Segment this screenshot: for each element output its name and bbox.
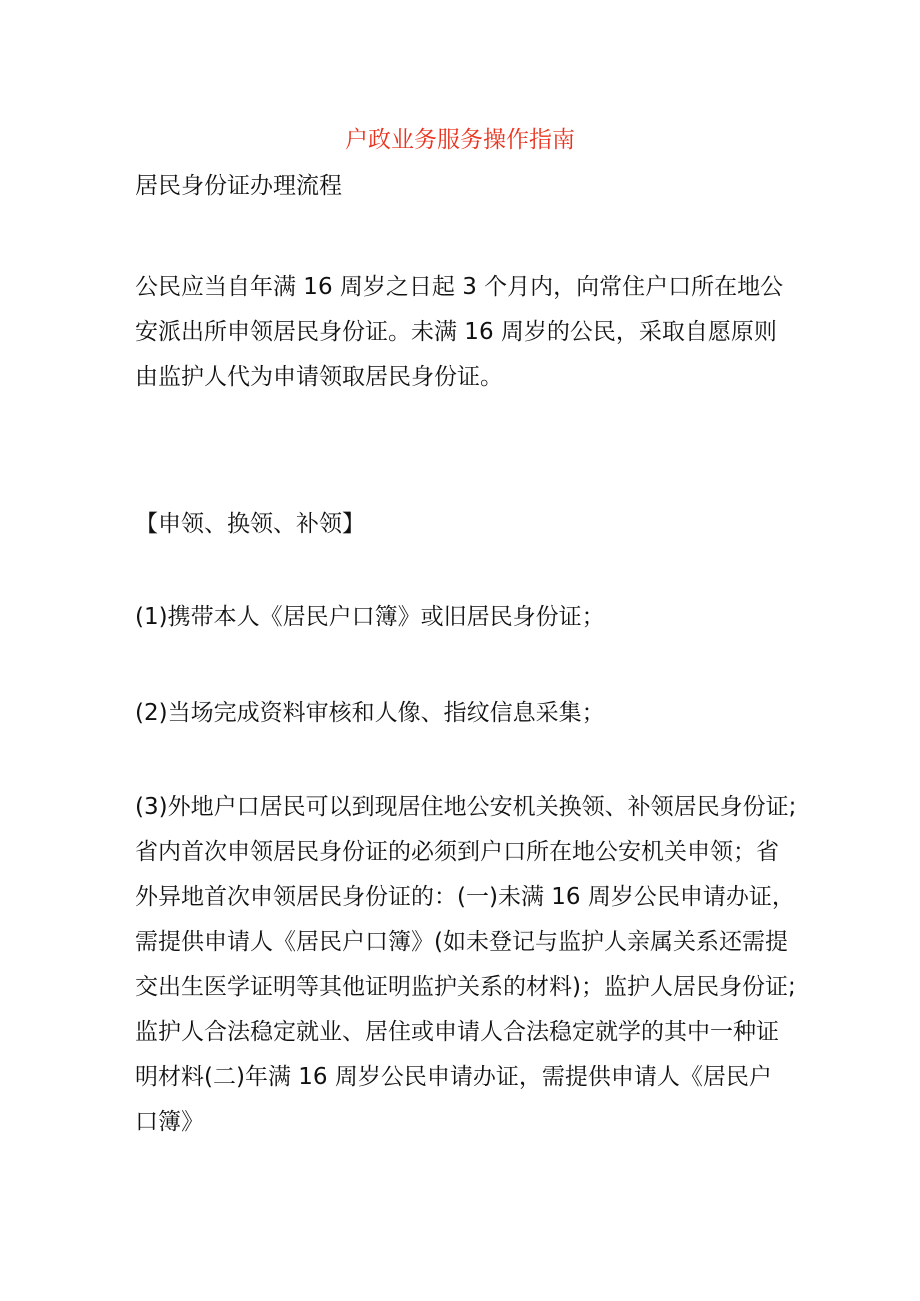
document-title: 户政业务服务操作指南 (345, 127, 575, 153)
step-1: (1)携带本人《居民户口簿》或旧居民身份证； (135, 604, 605, 630)
step-3-line: 省内首次申领居民身份证的必须到户口所在地公安机关申领；省 (135, 839, 779, 865)
section-heading: 【申领、换领、补领】 (135, 511, 365, 537)
step-2: (2)当场完成资料审核和人像、指纹信息采集； (135, 700, 605, 726)
step-3-line: 外异地首次申领居民身份证的：(一)未满 16 周岁公民申请办证， (135, 884, 795, 910)
step-3-line: 监护人合法稳定就业、居住或申请人合法稳定就学的其中一种证 (135, 1019, 779, 1045)
step-3-line: (3)外地户口居民可以到现居住地公安机关换领、补领居民身份证; (135, 794, 797, 820)
step-3-line: 交出生医学证明等其他证明监护关系的材料)；监护人居民身份证; (135, 974, 796, 1000)
step-3-line: 明材料(二)年满 16 周岁公民申请办证，需提供申请人《居民户 (135, 1064, 772, 1090)
intro-line: 安派出所申领居民身份证。未满 16 周岁的公民，采取自愿原则 (135, 319, 777, 345)
step-3-paragraph (135, 785, 795, 1145)
step-3-line: 口簿》 (135, 1109, 204, 1135)
intro-line: 由监护人代为申请领取居民身份证。 (135, 364, 503, 390)
step-3-line: 需提供申请人《居民户口簿》(如未登记与监护人亲属关系还需提 (135, 929, 788, 955)
document-subtitle: 居民身份证办理流程 (135, 173, 342, 199)
intro-paragraph (135, 265, 795, 400)
intro-line: 公民应当自年满 16 周岁之日起 3 个月内，向常住户口所在地公 (135, 274, 784, 300)
